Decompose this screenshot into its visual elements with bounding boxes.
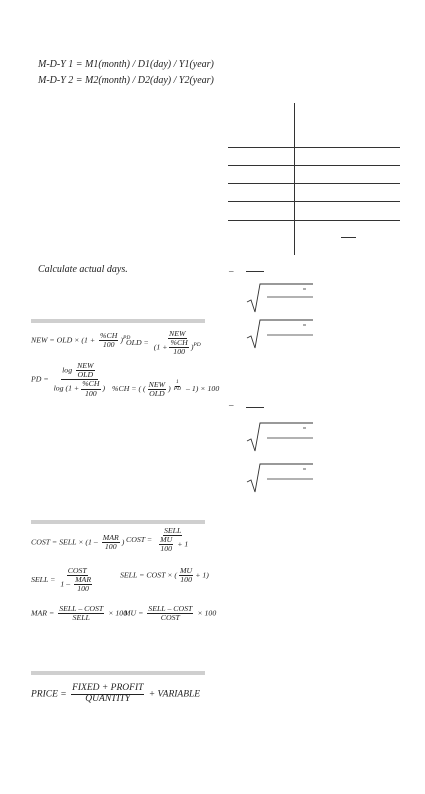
formula-old: OLD = NEW (1 + $\frac{\%CH}{100}$ )$^{PD}$	[126, 329, 201, 357]
date-line-1: M-D-Y 1 = M1(month) / D1(day) / Y1(year)	[38, 59, 214, 70]
x-bar-line	[246, 271, 264, 272]
calc-note: Calculate actual days.	[38, 264, 128, 275]
section-divider	[31, 319, 205, 323]
formula-pd: PD = log $\frac{\text{NEW}}{\text{OLD}}$ log (1 + $\frac{\%CH}{100}$ )	[31, 361, 106, 398]
formula-sell-from-mar: SELL = COST 1 – $\frac{\text{MAR}}{100}$	[31, 566, 92, 594]
table-row-line	[228, 183, 400, 184]
section-divider	[31, 520, 205, 524]
formula-sell-from-mu: SELL = COST × ( $\frac{MU}{100}$ + 1)	[120, 566, 209, 585]
formula-cost-from-mar: COST = SELL × (1 – $\frac{\text{MAR}}{100}$ )	[31, 533, 125, 552]
date-line-2: M-D-Y 2 = M2(month) / D2(day) / Y2(year)	[38, 75, 214, 86]
sqrt-symbol	[245, 282, 315, 314]
formula-cost-from-mu: COST = SELL $\frac{MU}{100}$ + 1	[126, 526, 189, 554]
sqrt-symbol	[245, 421, 315, 453]
formula-price: PRICE = $\frac{\text{FIXED + PROFIT}}{\text{QUANTITY}}$ + VARIABLE	[31, 683, 201, 704]
table-row-line	[228, 165, 400, 166]
formula-dash: –	[229, 400, 234, 410]
formula-pct-change: %CH = ( ( $\frac{\text{NEW}}{\text{OLD}}$ ) $^{\frac{1}{PD}}$ – 1) × 100	[112, 379, 220, 398]
formula-new: NEW = OLD × (1 + $\frac{\%CH}{100}$ )$^{PD}$	[31, 331, 131, 350]
table-divider-vertical	[294, 103, 295, 255]
section-divider	[31, 671, 205, 675]
sqrt-symbol	[245, 462, 315, 494]
formula-mar: MAR = $\frac{\text{SELL – COST}}{\text{SELL}}$ × 100	[31, 604, 128, 623]
formula-dash: –	[229, 266, 234, 276]
sqrt-symbol	[245, 318, 315, 350]
table-row-line	[228, 201, 400, 202]
x-bar-line	[246, 407, 264, 408]
table-cell-bar	[341, 237, 356, 238]
formula-mu: MU = $\frac{\text{SELL – COST}}{\text{COST}}$ × 100	[124, 604, 217, 623]
table-row-line	[228, 220, 400, 221]
table-row-line	[228, 147, 400, 148]
